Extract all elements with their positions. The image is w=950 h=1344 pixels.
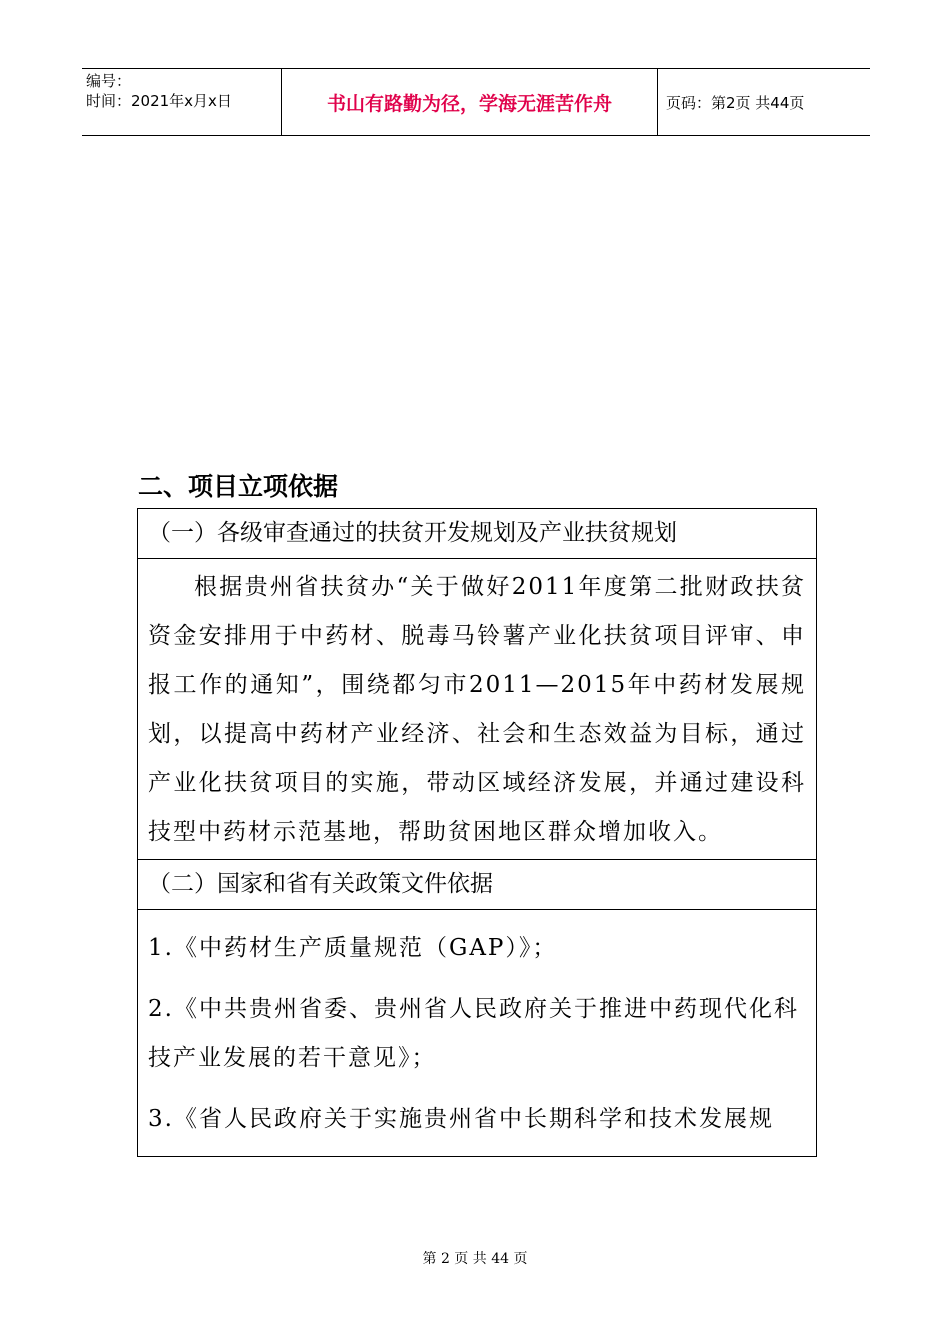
- number-label: 编号：: [86, 72, 132, 90]
- table-row: [138, 860, 817, 910]
- paragraph-1: 根据贵州省扶贫办“关于做好2011年度第二批财政扶贫资金安排用于中药材、脱毒马铃薯产业化扶贫项目评审、申报工作的通知”，围绕都匀市2011—2015年中药材发展规划，以提高中药材产业经济、社会和生态效益为目标，通过产业化扶贫项目的实施，带动区域经济发展，并通过建设科技型中药材示范基地，帮助贫困地区群众增加收入。: [138, 559, 817, 860]
- table-row: [138, 559, 817, 860]
- list-item: 3.《省人民政府关于实施贵州省中长期科学和技术发展规: [148, 1106, 774, 1132]
- subheading-2: （二）国家和省有关政策文件依据: [138, 860, 817, 910]
- time-label: 时间：2021年x月x日: [86, 92, 232, 110]
- subheading-1: （一）各级审查通过的扶贫开发规划及产业扶贫规划: [138, 509, 817, 559]
- header-page-info: 页码：第2页 共44页: [666, 93, 805, 112]
- page-footer: 第 2 页 共 44 页: [422, 1251, 528, 1267]
- header-motto: 书山有路勤为径，学海无涯苦作舟: [282, 69, 658, 135]
- table-row: [138, 910, 817, 1157]
- page-header: [82, 68, 870, 136]
- list-item: 1.《中药材生产质量规范（GAP）》；: [148, 935, 558, 961]
- policy-list: [138, 910, 817, 1157]
- header-meta: [82, 69, 282, 135]
- table-row: [138, 509, 817, 559]
- basis-table: [137, 508, 817, 1157]
- section-title: 二、项目立项依据: [138, 472, 339, 501]
- list-item: 2.《中共贵州省委、贵州省人民政府关于推进中药现代化科技产业发展的若干意见》；: [148, 996, 799, 1071]
